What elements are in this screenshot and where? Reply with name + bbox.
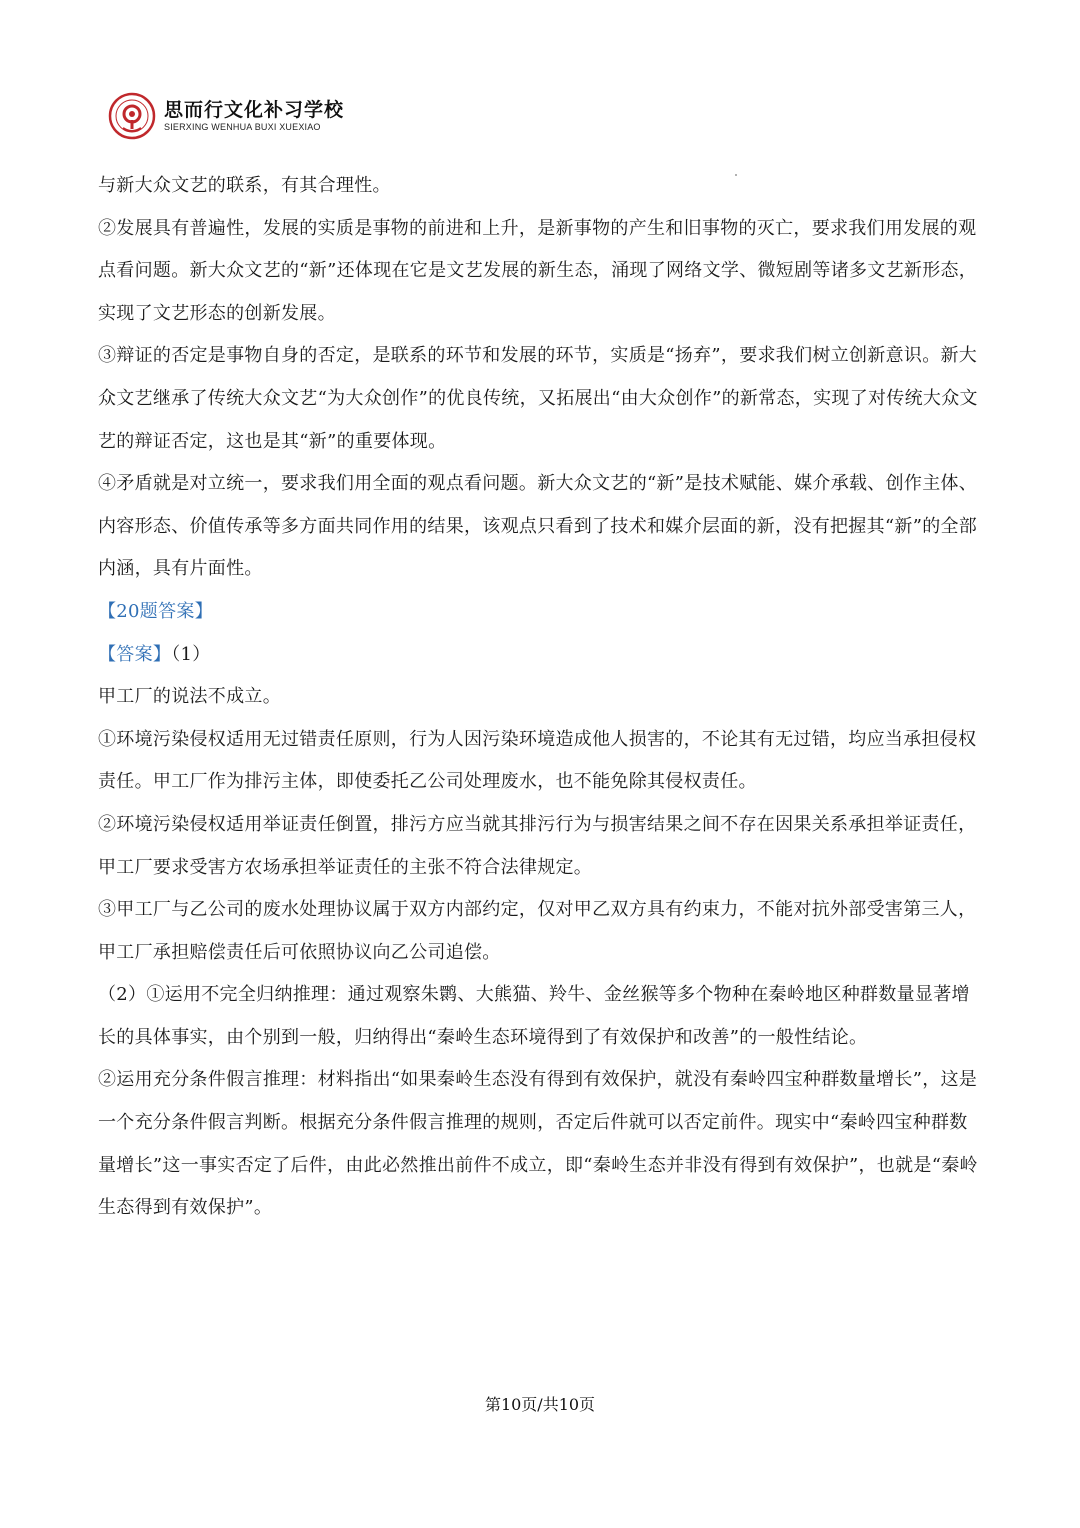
page-footer: 第10页/共10页 — [484, 1395, 596, 1414]
paragraph-8: ③甲工厂与乙公司的废水处理协议属于双方内部约定，仅对甲乙双方具有约束力，不能对抗外部受害第三人，甲工厂承担赔偿责任后可依照协议向乙公司追偿。 — [98, 899, 977, 963]
paragraph-2: ②发展具有普遍性，发展的实质是事物的前进和上升，是新事物的产生和旧事物的灭亡，要求我们用发展的观点看问题。新大众文艺的“新”还体现在它是文艺发展的新生态，涌现了网络文学、微短剧等诸多文艺新形态，实现了文艺形态的创新发展。 — [98, 217, 978, 324]
paragraph-6: ①环境污染侵权适用无过错责任原则，行为人因污染环境造成他人损害的，不论其有无过错，均应当承担侵权责任。甲工厂作为排污主体，即使委托乙公司处理废水，也不能免除其侵权责任。 — [98, 728, 977, 793]
answer-number: （1） — [171, 643, 211, 665]
school-name-cn: 思而行文化补习学校 — [164, 99, 345, 121]
document-body — [98, 165, 978, 1230]
paragraph-5: 甲工厂的说法不成立。 — [98, 686, 281, 708]
school-seal-logo-icon — [108, 92, 156, 140]
paragraph-7: ②环境污染侵权适用举证责任倒置，排污方应当就其排污行为与损害结果之间不存在因果关系承担举证责任，甲工厂要求受害方农场承担举证责任的主张不符合法律规定。 — [98, 813, 977, 878]
page-header — [108, 92, 344, 140]
paragraph-10: ②运用充分条件假言推理：材料指出“如果秦岭生态没有得到有效保护，就没有秦岭四宝种群数量增长”，这是一个充分条件假言判断。根据充分条件假言推理的规则，否定后件就可以否定前件。现实中“秦岭四宝种群数量增长”这一事实否定了后件，由此必然推出前件不成立，即“秦岭生态并非没有得到有效保护”，也就是“秦岭生态得到有效保护”。 — [98, 1069, 978, 1219]
answer-line — [98, 634, 978, 677]
paragraph-3: ③辩证的否定是事物自身的否定，是联系的环节和发展的环节，实质是“扬弃”，要求我们树立创新意识。新大众文艺继承了传统大众文艺“为大众创作”的优良传统，又拓展出“由大众创作”的新常态，实现了对传统大众文艺的辩证否定，这也是其“新”的重要体现。 — [98, 345, 978, 452]
school-name-en: SIERXING WENHUA BUXI XUEXIAO — [164, 122, 321, 132]
school-brand — [164, 99, 344, 133]
answer-label: 【答案】 — [98, 643, 172, 665]
question-20-heading: 【20题答案】 — [98, 600, 214, 622]
paragraph-9: （2）①运用不完全归纳推理：通过观察朱鹮、大熊猫、羚牛、金丝猴等多个物种在秦岭地区种群数量显著增长的具体事实，由个别到一般，归纳得出“秦岭生态环境得到了有效保护和改善”的一般性结论。 — [98, 984, 970, 1048]
paragraph-1: 与新大众文艺的联系，有其合理性。 — [98, 175, 391, 196]
paragraph-4: ④矛盾就是对立统一，要求我们用全面的观点看问题。新大众文艺的“新”是技术赋能、媒介承载、创作主体、内容形态、价值传承等多方面共同作用的结果，该观点只看到了技术和媒介层面的新，没有把握其“新”的全部内涵，具有片面性。 — [98, 473, 978, 580]
